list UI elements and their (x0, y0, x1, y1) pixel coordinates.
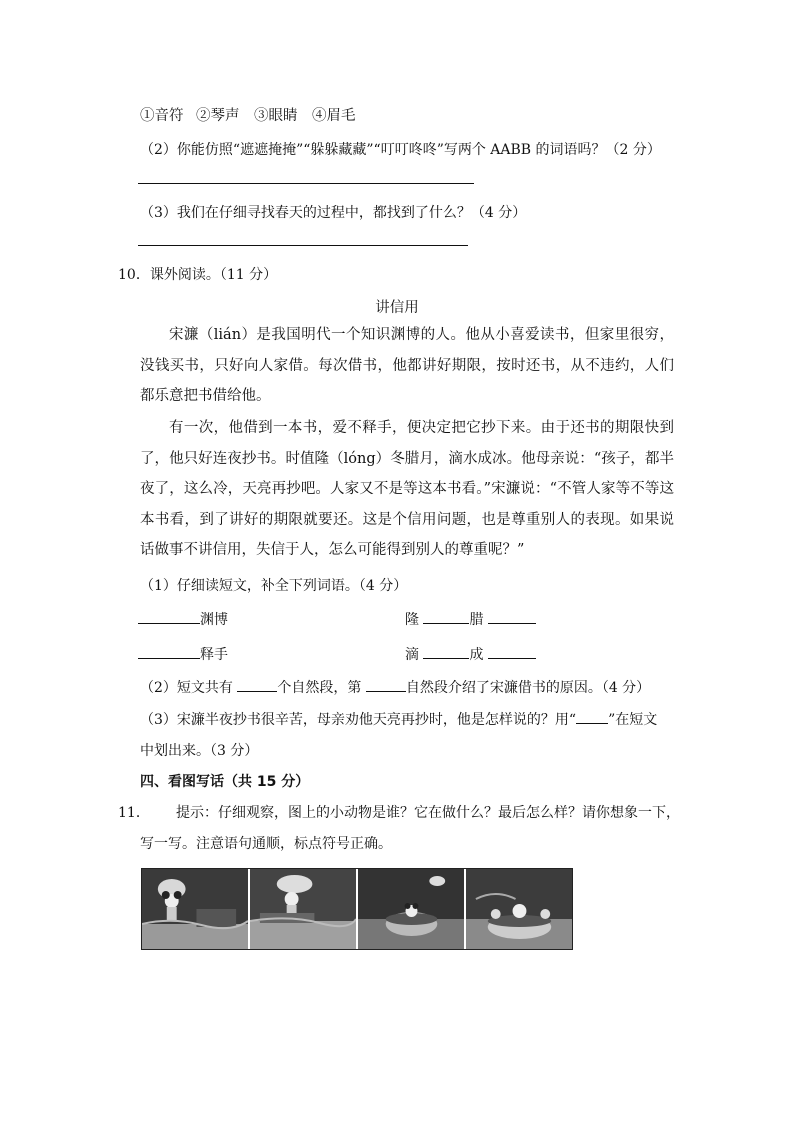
word-fill-4: 滴 成 (405, 644, 536, 664)
word-fill-1: 渊博 (138, 609, 228, 629)
q10-heading: 10．课外阅读。（11 分） (118, 267, 278, 283)
q9-sub2: （2）你能仿照“遮遮掩掩”“躲躲藏藏”“叮叮咚咚”写两个 AABB 的词语吗？（2 分） (140, 142, 661, 158)
q11-number: 11． (118, 805, 150, 821)
q10-sub1: （1）仔细读短文，补全下列词语。（4 分） (140, 578, 408, 594)
picture-panel-4 (466, 869, 572, 949)
q11-prompt-line2: 写一写。注意语句通顺，标点符号正确。 (140, 836, 392, 852)
answer-line-1[interactable] (138, 183, 474, 184)
option-4: ④眉毛 (312, 108, 356, 124)
answer-line-2[interactable] (138, 245, 468, 246)
picture-panel-1 (142, 869, 250, 949)
q10-sub3-line1: （3）宋濂半夜抄书很辛苦，母亲劝他天亮再抄时，他是怎样说的？用“ ”在短文 (140, 709, 657, 729)
picture-panel-3 (358, 869, 466, 949)
word-fill-3: 隆 腊 (405, 609, 536, 629)
blank (576, 709, 608, 724)
picture-panel-2 (250, 869, 358, 949)
q11-prompt-line1: 提示：仔细观察，图上的小动物是谁？它在做什么？最后怎么样？请你想象一下， (176, 805, 680, 821)
section4-heading: 四、看图写话（共 15 分） (140, 774, 310, 790)
option-2: ②琴声 (196, 108, 240, 124)
picture-strip (141, 868, 573, 950)
q9-sub3: （3）我们在仔细寻找春天的过程中，都找到了什么？（4 分） (140, 205, 527, 221)
passage-para-1: 宋濂（lián）是我国明代一个知识渊博的人。他从小喜爱读书，但家里很穷，没钱买书，只好向人家借。每次借书，他都讲好期限，按时还书，从不违约，人们都乐意把书借给他。 (140, 327, 674, 404)
blank[interactable] (488, 609, 536, 624)
passage-title: 讲信用 (375, 300, 419, 316)
passage-para-2: 有一次，他借到一本书，爱不释手，便决定把它抄下来。由于还书的期限快到了，他只好连夜抄书。时值隆（lóng）冬腊月，滴水成冰。他母亲说：“孩子，都半夜了，这么冷，天亮再抄吧。人家又不是等这本书看。”宋濂说：“不管人家等不等这本书看，到了讲好的期限就要还。这是个信用问题，也是尊重别人的表现。如果说话做事不讲信用，失信于人，怎么可能得到别人的尊重呢？” (140, 420, 674, 558)
blank[interactable] (423, 609, 469, 624)
blank[interactable] (488, 644, 536, 659)
blank[interactable] (423, 644, 469, 659)
blank[interactable] (138, 644, 200, 659)
q10-sub3-line2: 中划出来。（3 分） (140, 743, 259, 759)
blank[interactable] (138, 609, 200, 624)
q10-sub2: （2）短文共有 个自然段，第 自然段介绍了宋濂借书的原因。（4 分） (140, 677, 650, 697)
option-3: ③眼睛 (254, 108, 298, 124)
word-fill-2: 释手 (138, 644, 228, 664)
blank[interactable] (237, 677, 277, 692)
blank[interactable] (366, 677, 406, 692)
option-1: ①音符 (140, 108, 184, 124)
